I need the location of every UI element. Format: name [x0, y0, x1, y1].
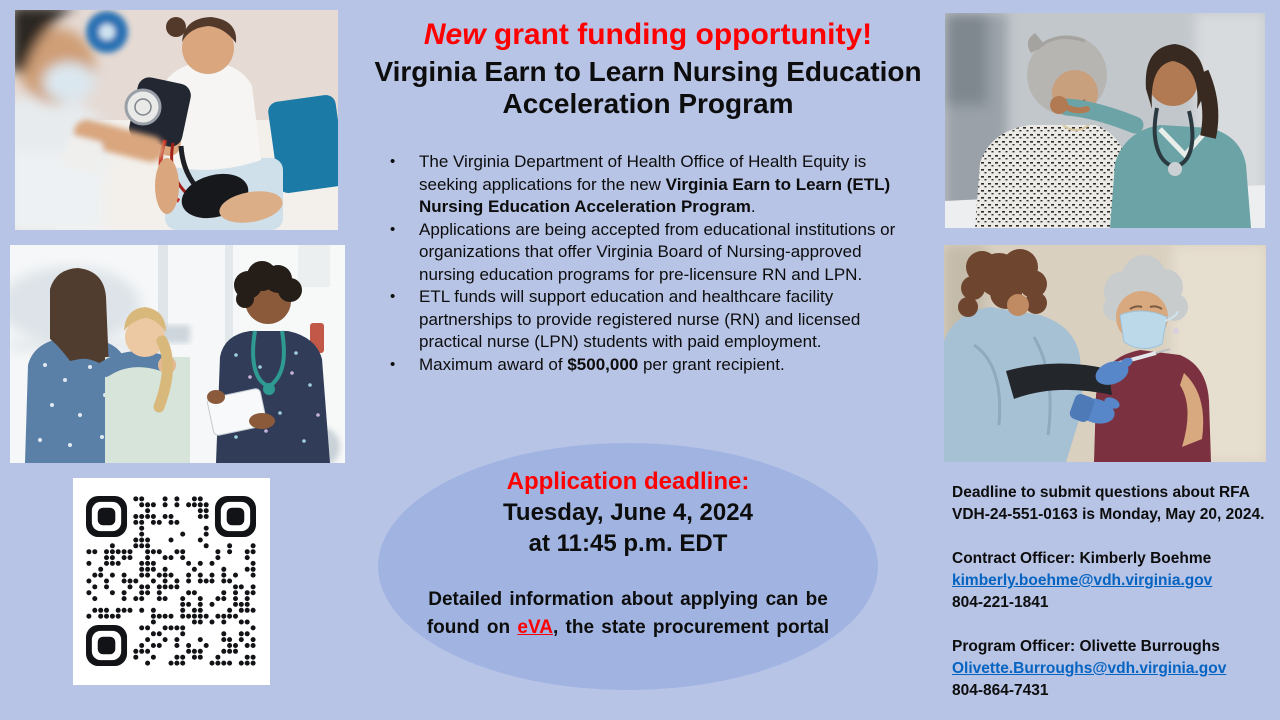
bullet-marker: • — [390, 355, 396, 373]
contract-officer-name: Contract Officer: Kimberly Boehme — [952, 550, 1212, 567]
photo-child-blood-pressure — [15, 10, 338, 230]
deadline-heading: Application deadline: — [506, 468, 750, 495]
text-segment: New — [423, 18, 486, 51]
bullet-item — [390, 354, 922, 377]
photo-nurse-with-family — [10, 245, 345, 463]
contract-officer-email-link[interactable]: kimberly.boehme@vdh.virginia.gov — [952, 572, 1213, 589]
deadline-time: at 11:45 p.m. EDT — [528, 530, 728, 557]
photo-patient-nurse-hug-art — [945, 13, 1265, 228]
photo-patient-nurse-hug — [945, 13, 1265, 228]
text-segment: $500,000 — [567, 354, 639, 374]
bullet-list — [390, 151, 922, 376]
bullet-text — [419, 354, 922, 377]
qr-code-card — [73, 478, 270, 685]
program-officer-email-link[interactable]: Olivette.Burroughs@vdh.virginia.gov — [952, 660, 1227, 677]
text-segment: Applications are being accepted from educational institutions or organizations that offer Virginia Board of Nursing-approved nursing education programs for pre-licensure RN and LPN. — [419, 219, 896, 284]
title-block — [350, 16, 946, 120]
program-title: Virginia Earn to Learn Nursing Education Acceleration Program — [374, 56, 922, 119]
deadline-detail — [423, 586, 833, 642]
text-segment: per grant recipient. — [638, 354, 785, 374]
photo-child-blood-pressure-art — [15, 10, 338, 230]
bullet-item — [390, 151, 922, 219]
bullet-marker: • — [390, 288, 396, 305]
bullet-text — [419, 151, 922, 219]
text-segment: The Virginia Department of Health Office of Health Equity is seeking applications for the new — [419, 152, 867, 194]
text-segment: grant funding opportunity! — [485, 18, 873, 51]
contract-officer-phone: 804-221-1841 — [952, 594, 1049, 611]
bullet-item — [390, 219, 922, 287]
text-segment: Maximum award of — [419, 354, 568, 374]
flyer-headline — [350, 16, 946, 54]
contract-officer-block — [952, 548, 1274, 614]
text-segment: , the state procurement portal — [552, 617, 830, 638]
questions-deadline-note: Deadline to submit questions about RFA VDH-24-551-0163 is Monday, May 20, 2024. — [952, 484, 1265, 523]
text-segment: ETL funds will support education and healthcare facility partnerships to provide registered nurse (RN) and licensed practical nurse (LPN) students with paid employment. — [419, 287, 861, 351]
bullet-marker: • — [390, 220, 396, 238]
photo-nurse-with-family-art — [10, 245, 345, 463]
text-segment: . — [750, 197, 756, 216]
program-officer-phone: 804-864-7431 — [952, 682, 1049, 699]
contact-info — [952, 482, 1274, 702]
program-officer-block — [952, 636, 1274, 702]
eva-link[interactable]: eVA — [517, 617, 553, 638]
qr-code — [86, 496, 256, 666]
photo-vaccination — [944, 245, 1266, 462]
bullet-marker: • — [390, 153, 396, 170]
bullet-text — [419, 286, 922, 354]
bullet-item — [390, 286, 922, 354]
text-segment: Detailed information about applying can be found on — [426, 589, 828, 638]
deadline-ellipse — [378, 443, 878, 690]
text-segment: Virginia Earn to Learn (ETL) Nursing Education Acceleration Program — [419, 174, 891, 216]
photo-vaccination-art — [944, 245, 1266, 462]
program-officer-name: Program Officer: Olivette Burroughs — [952, 638, 1220, 655]
bullet-text — [419, 219, 922, 287]
deadline-date: Tuesday, June 4, 2024 — [503, 499, 753, 526]
